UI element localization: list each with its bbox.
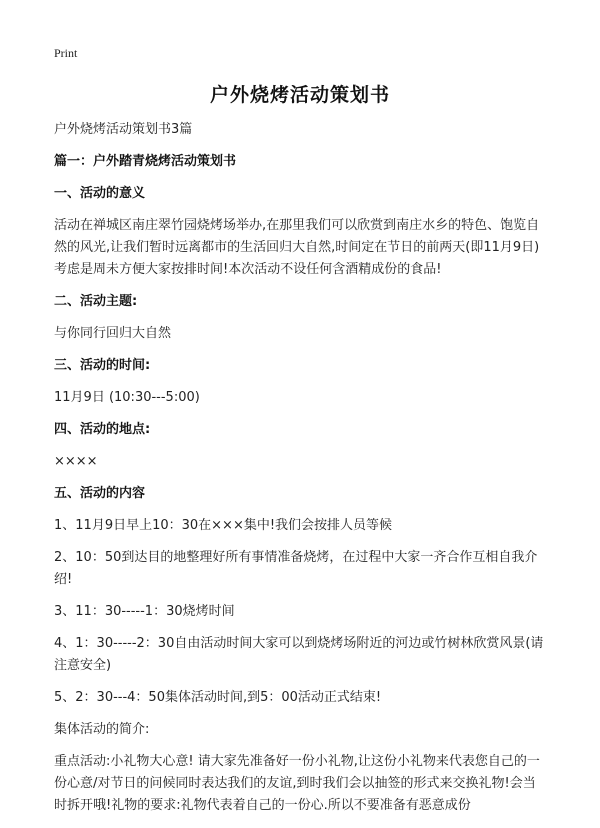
list-item: 2、10：50到达目的地整理好所有事情准备烧烤，在过程中大家一齐合作互相自我介绍! — [54, 550, 538, 587]
print-label: Print — [54, 46, 78, 60]
list-item: 3、11：30-----1：30烧烤时间 — [54, 604, 235, 619]
section-4-title: 四、活动的地点: — [54, 422, 151, 437]
section-3-title: 三、活动的时间: — [54, 358, 151, 373]
part-title: 篇一：户外踏青烧烤活动策划书 — [54, 154, 237, 169]
page-title: 户外烧烤活动策划书 — [209, 84, 390, 106]
document-body — [54, 119, 548, 817]
section-1-body: 活动在禅城区南庄翠竹园烧烤场举办,在那里我们可以欣赏到南庄水乡的特色、饱览自然的风光,让我们暂时远离都市的生活回归大自然,时间定在节日的前两天(即11月9日)考虑是周未方便大家按排时间!本次活动不设任何含酒精成份的食品! — [54, 218, 540, 277]
list-item: 1、11月9日早上10：30在×××集中!我们会按排人员等候 — [54, 518, 393, 533]
document-subtitle: 户外烧烤活动策划书3篇 — [54, 122, 193, 137]
section-5-title: 五、活动的内容 — [54, 486, 146, 501]
list-item: 4、1：30-----2：30自由活动时间大家可以到烧烤场附近的河边或竹树林欣赏风景(请注意安全) — [54, 636, 544, 673]
section-4-body: ×××× — [54, 454, 98, 469]
section-1-title: 一、活动的意义 — [54, 186, 146, 201]
section-2-body: 与你同行回归大自然 — [54, 326, 172, 341]
list-item: 5、2：30---4：50集体活动时间,到5：00活动正式结束! — [54, 690, 382, 705]
section-3-body: 11月9日 (10:30---5:00) — [54, 390, 200, 405]
section-2-title: 二、活动主题: — [54, 294, 138, 309]
collective-intro-label: 集体活动的简介: — [54, 722, 150, 737]
focus-activity-body: 重点活动:小礼物大心意! 请大家先准备好一份小礼物,让这份小礼物来代表您自己的一份心意/对节日的问候同时表达我们的友谊,到时我们会以抽签的形式来交换礼物!会当时拆开哦!礼物的要求:礼物代表着自己的一份心.所以不要准备有恶意成份 — [54, 754, 540, 813]
